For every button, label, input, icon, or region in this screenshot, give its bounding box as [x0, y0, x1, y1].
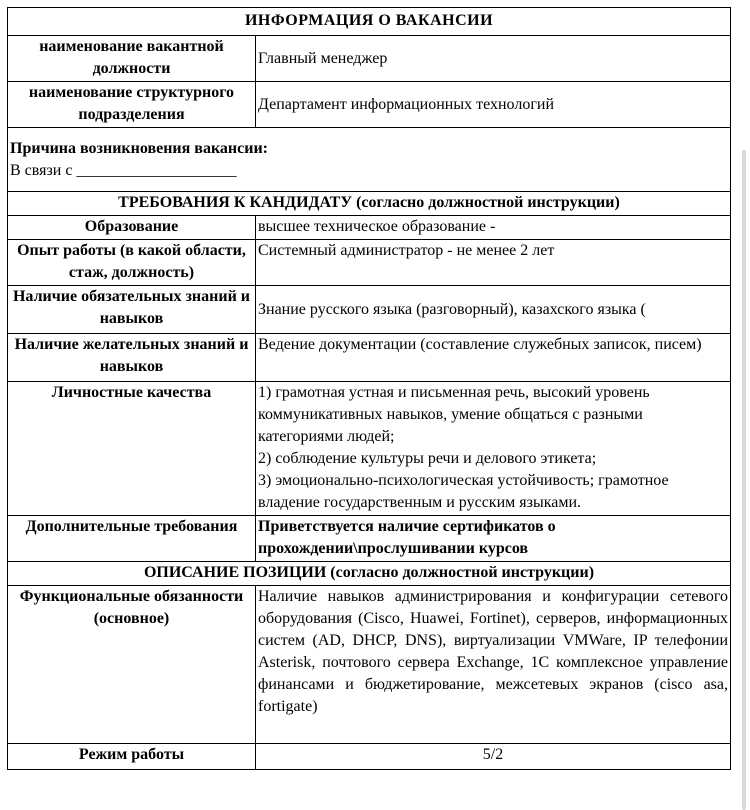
reason-value: В связи с ____________________ [10, 162, 237, 179]
personal-line: 3) эмоционально-психологическая устойчивость; грамотное владение государственным и русским языками. [258, 472, 669, 511]
schedule-row [8, 744, 731, 770]
reason-cell [8, 128, 731, 192]
title-row [8, 8, 731, 36]
personal-row [8, 382, 731, 516]
schedule-value: 5/2 [256, 744, 731, 770]
position-value: Главный менеджер [256, 36, 731, 82]
document-title: ИНФОРМАЦИЯ О ВАКАНСИИ [8, 8, 731, 36]
personal-line: 2) соблюдение культуры речи и делового этикета; [258, 450, 597, 467]
desired-skills-value: Ведение документации (составление служебных записок, писем) [256, 334, 731, 382]
department-row [8, 82, 731, 128]
personal-value [256, 382, 731, 516]
desired-skills-row [8, 334, 731, 382]
experience-value: Системный администратор - не менее 2 лет [256, 240, 731, 286]
reason-row [8, 128, 731, 192]
additional-value: Приветствуется наличие сертификатов о прохождении\прослушивании курсов [256, 516, 731, 562]
scrollbar[interactable] [742, 150, 746, 810]
personal-label: Личностные качества [8, 382, 256, 516]
additional-row [8, 516, 731, 562]
requirements-header-row [8, 192, 731, 216]
reason-label: Причина возникновения вакансии: [10, 140, 268, 157]
description-header-row [8, 562, 731, 586]
duties-value: Наличие навыков администрирования и конфигурации сетевого оборудования (Cisco, Huawei, Fortinet), серверов, информационных систем (AD, DHCP, DNS), виртуализации VMWare, IP телефонии Asterisk, почтового сервера Exchange, 1С комплексное управление финансами и бюджетирование, межсетевых экранов (cisco asa, fortigate) [256, 586, 731, 744]
description-header: ОПИСАНИЕ ПОЗИЦИИ (согласно должностной инструкции) [8, 562, 731, 586]
desired-skills-label: Наличие желательных знаний и навыков [8, 334, 256, 382]
department-value: Департамент информационных технологий [256, 82, 731, 128]
duties-label: Функциональные обязанности (основное) [8, 586, 256, 744]
experience-row [8, 240, 731, 286]
required-skills-value: Знание русского языка (разговорный), казахского языка ( [256, 286, 731, 334]
required-skills-label: Наличие обязательных знаний и навыков [8, 286, 256, 334]
experience-label: Опыт работы (в какой области, стаж, должность) [8, 240, 256, 286]
position-row [8, 36, 731, 82]
education-row [8, 216, 731, 240]
vacancy-table [7, 7, 731, 770]
required-skills-row [8, 286, 731, 334]
duties-row [8, 586, 731, 744]
personal-line: 1) грамотная устная и письменная речь, высокий уровень коммуникативных навыков, умение общаться с разными категориями людей; [258, 384, 650, 445]
education-label: Образование [8, 216, 256, 240]
education-value: высшее техническое образование - [256, 216, 731, 240]
department-label: наименование структурного подразделения [8, 82, 256, 128]
position-label: наименование вакантной должности [8, 36, 256, 82]
additional-label: Дополнительные требования [8, 516, 256, 562]
vacancy-document [7, 7, 730, 770]
schedule-label: Режим работы [8, 744, 256, 770]
requirements-header: ТРЕБОВАНИЯ К КАНДИДАТУ (согласно должностной инструкции) [8, 192, 731, 216]
